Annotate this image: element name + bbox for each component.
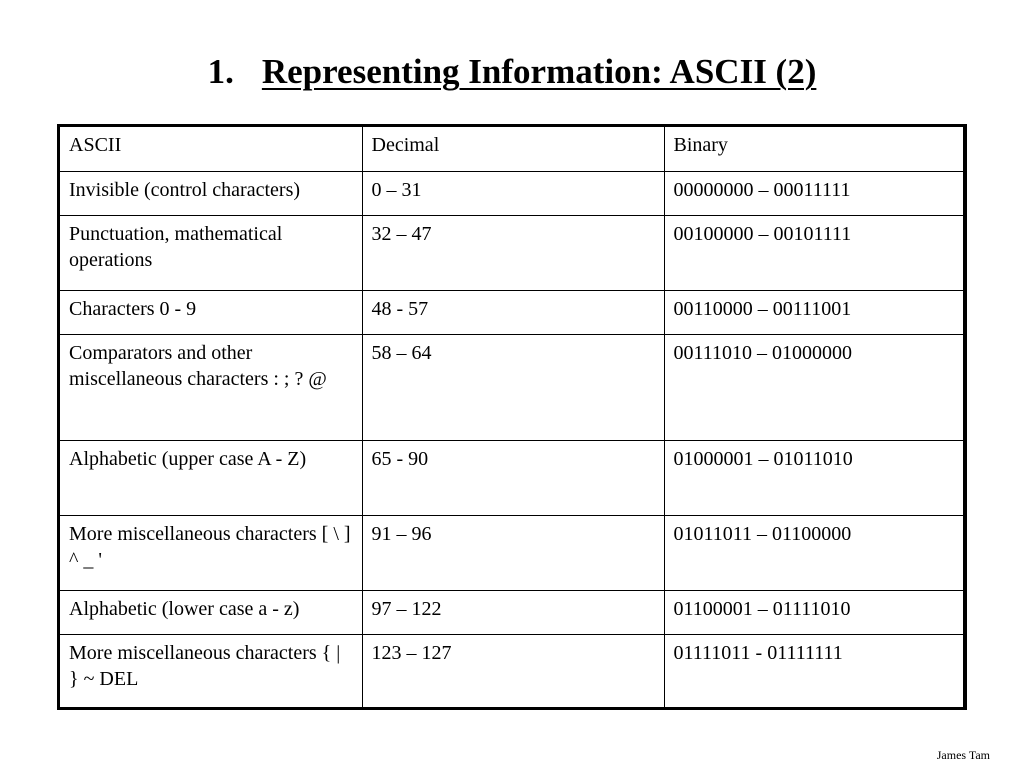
cell-ascii: Alphabetic (upper case A - Z) bbox=[60, 440, 362, 515]
table-row bbox=[60, 215, 963, 290]
cell-decimal: 65 - 90 bbox=[362, 440, 664, 515]
cell-decimal: 32 – 47 bbox=[362, 215, 664, 290]
cell-decimal: 91 – 96 bbox=[362, 515, 664, 590]
table-row bbox=[60, 171, 963, 215]
cell-ascii: Punctuation, mathematical operations bbox=[60, 215, 362, 290]
footer-author: James Tam bbox=[936, 748, 990, 762]
title-text: Representing Information: ASCII (2) bbox=[261, 52, 817, 91]
cell-binary: 00111010 – 01000000 bbox=[664, 334, 963, 440]
cell-ascii: Invisible (control characters) bbox=[60, 171, 362, 215]
ascii-table bbox=[60, 127, 963, 710]
cell-decimal: 123 – 127 bbox=[362, 634, 664, 710]
header-ascii: ASCII bbox=[60, 127, 362, 171]
cell-ascii: Alphabetic (lower case a - z) bbox=[60, 590, 362, 634]
cell-ascii: More miscellaneous characters [ \ ] ^ _ ' bbox=[60, 515, 362, 590]
cell-binary: 00000000 – 00011111 bbox=[664, 171, 963, 215]
table-row bbox=[60, 290, 963, 334]
cell-decimal: 0 – 31 bbox=[362, 171, 664, 215]
cell-binary: 01111011 - 01111111 bbox=[664, 634, 963, 710]
cell-binary: 01011011 – 01100000 bbox=[664, 515, 963, 590]
table-row bbox=[60, 590, 963, 634]
header-decimal: Decimal bbox=[362, 127, 664, 171]
title-number: 1. bbox=[207, 52, 234, 91]
header-binary: Binary bbox=[664, 127, 963, 171]
table-row bbox=[60, 440, 963, 515]
slide-title bbox=[0, 48, 1024, 96]
cell-ascii: Characters 0 - 9 bbox=[60, 290, 362, 334]
cell-decimal: 97 – 122 bbox=[362, 590, 664, 634]
table-row bbox=[60, 634, 963, 710]
cell-decimal: 48 - 57 bbox=[362, 290, 664, 334]
cell-decimal: 58 – 64 bbox=[362, 334, 664, 440]
cell-ascii: Comparators and other miscellaneous characters : ; ? @ bbox=[60, 334, 362, 440]
table-row bbox=[60, 515, 963, 590]
table-row bbox=[60, 334, 963, 440]
cell-binary: 01000001 – 01011010 bbox=[664, 440, 963, 515]
cell-binary: 00100000 – 00101111 bbox=[664, 215, 963, 290]
table-header-row bbox=[60, 127, 963, 171]
ascii-table-frame bbox=[57, 124, 967, 710]
cell-ascii: More miscellaneous characters { | } ~ DEL bbox=[60, 634, 362, 710]
cell-binary: 01100001 – 01111010 bbox=[664, 590, 963, 634]
cell-binary: 00110000 – 00111001 bbox=[664, 290, 963, 334]
